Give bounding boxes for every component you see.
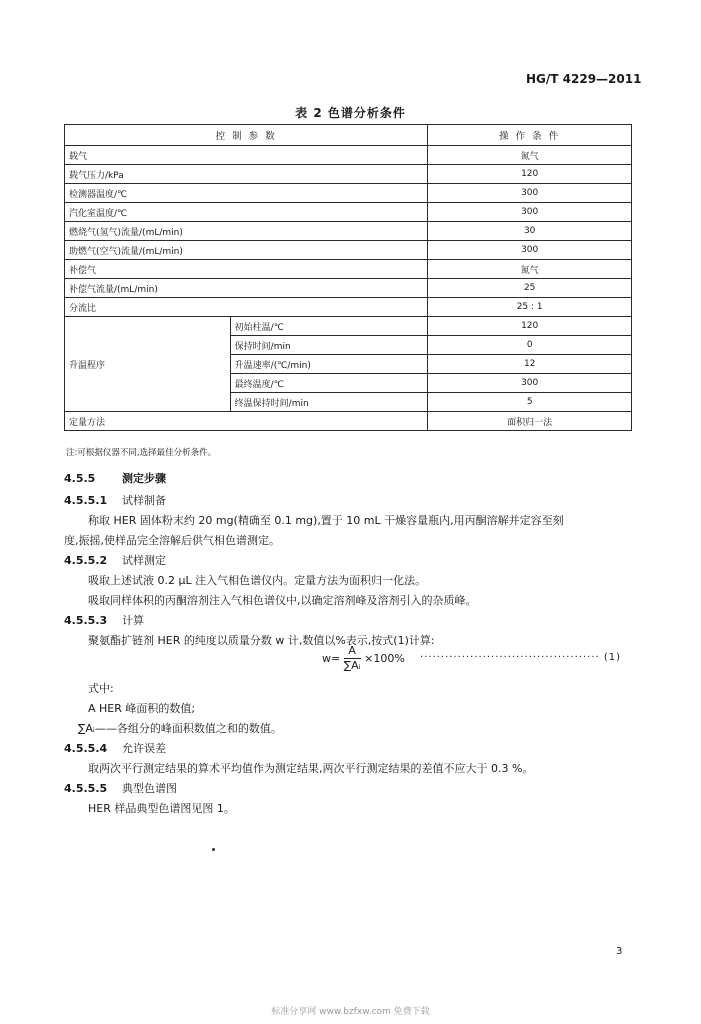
param-cell: 汽化室温度/℃ bbox=[65, 203, 428, 222]
value-cell: 25 bbox=[428, 279, 632, 298]
param-cell: 燃烧气(氢气)流量/(mL/min) bbox=[65, 222, 428, 241]
section-heading-4-5-5-2 bbox=[64, 552, 166, 568]
purity-formula bbox=[322, 644, 405, 673]
value-cell: 120 bbox=[428, 165, 632, 184]
paragraph-line: 称取 HER 固体粉末约 20 mg(精确至 0.1 mg),置于 10 mL 干燥容量瓶内,用丙酮溶解并定容至刻 bbox=[88, 514, 564, 527]
value-cell: 25 : 1 bbox=[428, 298, 632, 317]
standard-number: HG/T 4229—2011 bbox=[526, 72, 642, 86]
section-number: 4.5.5.5 bbox=[64, 782, 108, 795]
table-caption: 表 2 色谱分析条件 bbox=[295, 106, 406, 120]
value-cell: 30 bbox=[428, 222, 632, 241]
paragraph-line: 取两次平行测定结果的算术平均值作为测定结果,两次平行测定结果的差值不应大于 0.3 %。 bbox=[88, 762, 534, 775]
param-cell: 载气 bbox=[65, 146, 428, 165]
table-row bbox=[65, 412, 632, 431]
section-title: 允许误差 bbox=[122, 742, 166, 755]
value-cell: 300 bbox=[428, 241, 632, 260]
formula-fraction bbox=[344, 644, 361, 673]
program-value-cell: 12 bbox=[428, 355, 632, 374]
formula-rhs: ×100% bbox=[364, 652, 405, 665]
program-label-cell: 升温程序 bbox=[65, 317, 231, 412]
section-heading-4-5-5-5 bbox=[64, 780, 177, 796]
scan-speck bbox=[212, 848, 215, 851]
table-row bbox=[65, 279, 632, 298]
variable-definition: A HER 峰面积的数值; bbox=[88, 702, 196, 715]
param-cell: 助燃气(空气)流量/(mL/min) bbox=[65, 241, 428, 260]
section-number: 4.5.5.4 bbox=[64, 742, 108, 755]
program-param-cell: 终温保持时间/min bbox=[230, 393, 428, 412]
section-title: 试样测定 bbox=[122, 554, 166, 567]
paragraph-line: 聚氨酯扩链剂 HER 的纯度以质量分数 w 计,数值以%表示,按式(1)计算: bbox=[88, 634, 435, 647]
section-number: 4.5.5 bbox=[64, 472, 96, 485]
section-heading-4-5-5-3 bbox=[64, 612, 144, 628]
value-cell: 面积归一法 bbox=[428, 412, 632, 431]
program-value-cell: 0 bbox=[428, 336, 632, 355]
section-title: 测定步骤 bbox=[122, 472, 166, 485]
variable-definition: ∑Aᵢ——各组分的峰面积数值之和的数值。 bbox=[78, 722, 282, 735]
table-row bbox=[65, 298, 632, 317]
paragraph-line: 吸取上述试液 0.2 μL 注入气相色谱仪内。定量方法为面积归一化法。 bbox=[88, 574, 427, 587]
program-param-cell: 保持时间/min bbox=[230, 336, 428, 355]
paragraph-line: 吸取同样体积的丙酮溶剂注入气相色谱仪中,以确定溶剂峰及溶剂引入的杂质峰。 bbox=[88, 594, 477, 607]
program-param-cell: 初始柱温/℃ bbox=[230, 317, 428, 336]
section-number: 4.5.5.2 bbox=[64, 554, 108, 567]
section-number: 4.5.5.3 bbox=[64, 614, 108, 627]
section-heading-4-5-5-1 bbox=[64, 492, 166, 508]
value-cell: 氮气 bbox=[428, 146, 632, 165]
program-value-cell: 120 bbox=[428, 317, 632, 336]
table-row bbox=[65, 222, 632, 241]
param-cell: 补偿气 bbox=[65, 260, 428, 279]
section-title: 计算 bbox=[122, 614, 144, 627]
value-cell: 300 bbox=[428, 203, 632, 222]
value-cell: 300 bbox=[428, 184, 632, 203]
section-heading-4-5-5 bbox=[64, 470, 166, 486]
table-row bbox=[65, 184, 632, 203]
col-header-param: 控 制 参 数 bbox=[65, 125, 428, 146]
table-row bbox=[65, 317, 632, 336]
chromatography-conditions-table bbox=[64, 124, 632, 431]
table-row bbox=[65, 241, 632, 260]
section-heading-4-5-5-4 bbox=[64, 740, 166, 756]
formula-numerator: A bbox=[344, 644, 361, 659]
program-param-cell: 最终温度/℃ bbox=[230, 374, 428, 393]
table-row bbox=[65, 260, 632, 279]
param-cell: 定量方法 bbox=[65, 412, 428, 431]
table-row bbox=[65, 203, 632, 222]
formula-denominator: ∑Aᵢ bbox=[343, 659, 361, 672]
equation-number: ··········································· (1) bbox=[420, 652, 622, 663]
table-row bbox=[65, 165, 632, 184]
section-title: 试样制备 bbox=[122, 494, 166, 507]
table-header-row bbox=[65, 125, 632, 146]
paragraph-line: HER 样品典型色谱图见图 1。 bbox=[88, 802, 235, 815]
section-number: 4.5.5.1 bbox=[64, 494, 108, 507]
watermark: 标准分享网 www.bzfxw.com 免费下载 bbox=[271, 1007, 430, 1017]
param-cell: 载气压力/kPa bbox=[65, 165, 428, 184]
section-title: 典型色谱图 bbox=[122, 782, 177, 795]
program-param-cell: 升温速率/(℃/min) bbox=[230, 355, 428, 374]
program-value-cell: 5 bbox=[428, 393, 632, 412]
page-number: 3 bbox=[616, 946, 623, 957]
param-cell: 检测器温度/℃ bbox=[65, 184, 428, 203]
table-row bbox=[65, 146, 632, 165]
col-header-value: 操 作 条 件 bbox=[428, 125, 632, 146]
param-cell: 分流比 bbox=[65, 298, 428, 317]
formula-lhs: w= bbox=[322, 652, 341, 665]
value-cell: 氮气 bbox=[428, 260, 632, 279]
param-cell: 补偿气流量/(mL/min) bbox=[65, 279, 428, 298]
where-label: 式中: bbox=[88, 682, 114, 695]
program-value-cell: 300 bbox=[428, 374, 632, 393]
paragraph-line: 度,振摇,使样品完全溶解后供气相色谱测定。 bbox=[64, 534, 280, 547]
table-note: 注:可根据仪器不同,选择最佳分析条件。 bbox=[66, 448, 217, 458]
